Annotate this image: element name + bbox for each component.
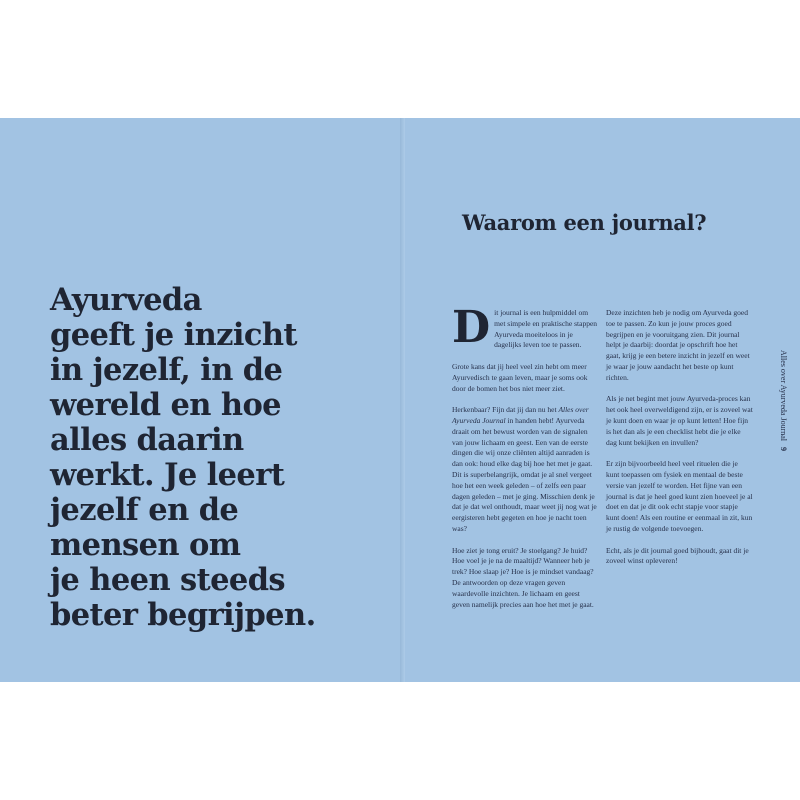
quote-line: je heen steeds: [50, 562, 286, 598]
text-column-1: [452, 302, 599, 621]
paragraph: [452, 405, 599, 535]
book-fold: [400, 118, 405, 682]
quote-line: alles daarin: [50, 422, 244, 458]
quote-line: wereld en hoe: [50, 387, 281, 423]
paragraph-text: Herkenbaar? Fijn dat jij dan nu het: [452, 405, 559, 415]
running-footer: [776, 350, 788, 451]
intro-paragraph: [452, 302, 599, 353]
paragraph: Er zijn bijvoorbeeld heel veel rituelen die je kunt toepassen om fysiek en mentaal de beste versie van jezelf te worden. Het fijne van een journal is dat je heel goed kunt zien hoeveel je al doet en dat je dit ook echt stapje voor stapje kunt doen! Als een routine er eenmaal in zit, kun je rustig de volgende toevoegen.: [606, 459, 753, 533]
paragraph: Deze inzichten heb je nodig om Ayurveda goed toe te passen. Zo kun je jouw proces goed begrijpen en je vooruitgang zien. Dit journal helpt je daarbij: doordat je opschrift hoe het gaat, krijg je een betere inzicht in jezelf en weet je waar je jouw aandacht het beste op kunt richten.: [606, 308, 750, 382]
quote-line: werkt. Je leert: [50, 457, 285, 493]
journal-title-italic: Alles over Ayurveda Journal: [452, 405, 589, 425]
book-spread: [0, 118, 800, 682]
paragraph-text: in handen hebt! Ayurveda draait om het bewust worden van de signalen van jouw lichaam en geest. Een van de eerste dingen die wij onze cliënten altijd aanraden is dan ook: houd elke dag bij hoe het met je gaat. Dit is superbelangrijk, omdat je al snel vergeet hoe het een week geleden – of zelfs een paar dagen geleden – met je ging. Misschien denk je dat je dat wel onthoudt, maar weet jij nog wat je eergisteren hebt gegeten en hoe je nacht toen was?: [452, 415, 597, 533]
quote-line: jezelf en de: [50, 492, 239, 528]
quote-line: beter begrijpen.: [50, 597, 316, 633]
dropcap: D: [452, 302, 491, 353]
quote-line: geeft je inzicht: [50, 317, 297, 353]
paragraph-text: it journal is een hulpmiddel om met simpele en praktische stappen Ayurveda moeiteloos in je dagelijks leven toe te passen.: [494, 308, 598, 350]
paragraph: Als je net begint met jouw Ayurveda-proces kan het ook heel overweldigend zijn, er is zoveel wat je kunt doen en waar je op kunt letten! Hoe fijn is het dan als je een checklist hebt die je elke dag kunt bekijken en invullen?: [606, 394, 753, 447]
quote-line: mensen om: [50, 527, 241, 563]
paragraph: Grote kans dat jij heel veel zin hebt om meer Ayurvedisch te gaan leven, maar je soms ook door de bomen het bos niet meer ziet.: [452, 361, 588, 393]
page-number: 9: [779, 447, 788, 452]
paragraph: Echt, als je dit journal goed bijhoudt, gaat dit je zoveel winst opleveren!: [606, 545, 749, 566]
quote-line: in jezelf, in de: [50, 352, 283, 388]
quote-line: Ayurveda: [50, 282, 202, 318]
running-title: Alles over Ayurveda Journal: [779, 350, 788, 442]
pull-quote: [50, 283, 385, 633]
paragraph: Hoe ziet je tong eruit? Je stoelgang? Je huid? Hoe voel je je na de maaltijd? Wanneer heb je trek? Hoe slaap je? Hoe is je mindset vandaag? De antwoorden op deze vragen geven waardevolle inzichten. Je lichaam en geest geven namelijk precies aan hoe het met je gaat.: [452, 545, 594, 609]
text-column-2: [606, 308, 753, 578]
section-heading: Waarom een journal?: [462, 210, 707, 235]
